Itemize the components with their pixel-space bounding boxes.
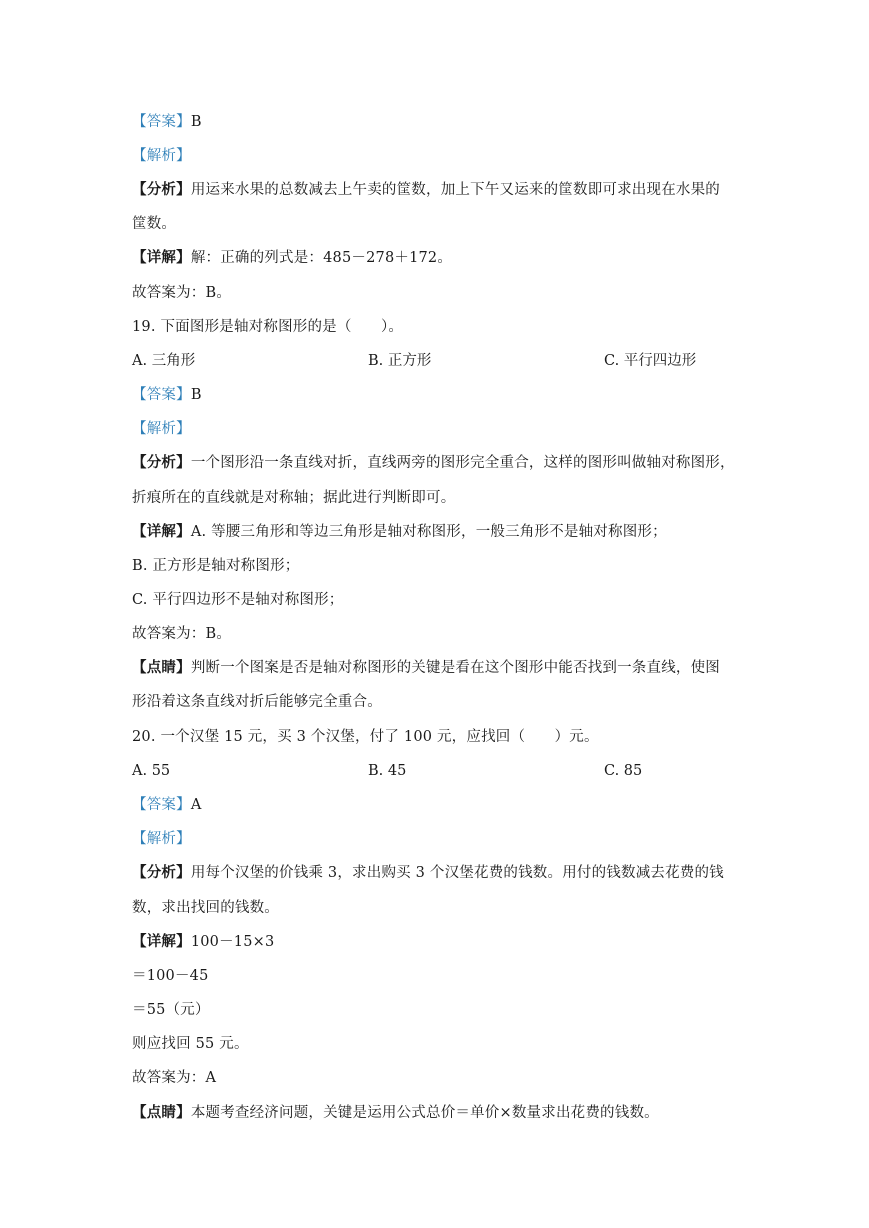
q19-fenxi-line-1	[132, 453, 735, 473]
dianjing-text: 判断一个图案是否是轴对称图形的关键是看在这个图形中能否找到一条直线，使图	[190, 660, 721, 676]
dianjing-tag: 【点睛】	[132, 1104, 191, 1121]
answer-value: A	[190, 797, 202, 813]
q19-option-a: A. 三角形	[132, 353, 196, 369]
xiangjie-tag: 【详解】	[132, 933, 191, 950]
q19-option-b: B. 正方形	[368, 353, 432, 369]
q20-xiangjie-line-2: ＝100－45	[132, 968, 209, 984]
q18-analysis-heading: 【解析】	[132, 148, 191, 164]
fenxi-tag: 【分析】	[132, 181, 191, 198]
q19-xiangjie-line-2: B. 正方形是轴对称图形；	[132, 558, 300, 574]
q18-xiangjie	[132, 248, 452, 268]
q19-question: 19. 下面图形是轴对称图形的是（ ）。	[132, 319, 404, 335]
answer-tag: 【答案】	[132, 114, 191, 130]
q20-xiangjie-line-1	[132, 932, 274, 952]
q18-answer	[132, 112, 202, 132]
fenxi-text: 用运来水果的总数减去上午卖的筐数，加上下午又运来的筐数即可求出现在水果的	[190, 182, 721, 198]
q19-analysis-heading: 【解析】	[132, 421, 191, 437]
fenxi-text: 用每个汉堡的价钱乘 3，求出购买 3 个汉堡花费的钱数。用付的钱数减去花费的钱	[190, 865, 724, 881]
q20-answer	[132, 795, 201, 815]
xiangjie-tag: 【详解】	[132, 249, 191, 266]
q20-question: 20. 一个汉堡 15 元，买 3 个汉堡，付了 100 元，应找回（ ）元。	[132, 729, 599, 745]
q19-xiangjie-line-3: C. 平行四边形不是轴对称图形；	[132, 592, 344, 608]
answer-tag: 【答案】	[132, 797, 191, 813]
q20-xiangjie-line-3: ＝55（元）	[132, 1002, 210, 1018]
answer-tag: 【答案】	[132, 387, 191, 403]
xiangjie-tag: 【详解】	[132, 523, 191, 540]
q18-conclusion: 故答案为：B。	[132, 285, 232, 301]
answer-value: B	[190, 114, 202, 130]
q19-xiangjie-line-1	[132, 522, 667, 542]
xiangjie-text: 100－15×3	[190, 934, 275, 950]
q18-fenxi-line-2: 筐数。	[132, 216, 177, 232]
q18-fenxi-line-1	[132, 180, 720, 200]
q20-option-a: A. 55	[132, 763, 171, 779]
q19-dianjing-line-1	[132, 658, 720, 678]
q20-option-c: C. 85	[604, 763, 643, 779]
fenxi-tag: 【分析】	[132, 454, 191, 471]
q20-option-b: B. 45	[368, 763, 407, 779]
q20-conclusion: 故答案为：A	[132, 1070, 217, 1086]
dianjing-text: 本题考查经济问题，关键是运用公式总价＝单价×数量求出花费的钱数。	[190, 1105, 659, 1121]
q19-conclusion: 故答案为：B。	[132, 626, 232, 642]
q19-answer	[132, 385, 202, 405]
q19-fenxi-line-2: 折痕所在的直线就是对称轴；据此进行判断即可。	[132, 490, 456, 506]
q20-dianjing	[132, 1103, 659, 1123]
xiangjie-text: 解：正确的列式是：485－278＋172。	[190, 250, 453, 266]
answer-value: B	[190, 387, 202, 403]
q20-analysis-heading: 【解析】	[132, 831, 191, 847]
dianjing-tag: 【点睛】	[132, 659, 191, 676]
q19-option-c: C. 平行四边形	[604, 353, 697, 369]
fenxi-tag: 【分析】	[132, 864, 191, 881]
q20-xiangjie-line-4: 则应找回 55 元。	[132, 1036, 249, 1052]
q20-fenxi-line-1	[132, 863, 724, 883]
q20-fenxi-line-2: 数，求出找回的钱数。	[132, 900, 279, 916]
q19-dianjing-line-2: 形沿着这条直线对折后能够完全重合。	[132, 694, 382, 710]
xiangjie-text: A. 等腰三角形和等边三角形是轴对称图形，一般三角形不是轴对称图形；	[190, 524, 667, 540]
fenxi-text: 一个图形沿一条直线对折，直线两旁的图形完全重合，这样的图形叫做轴对称图形，	[190, 455, 735, 471]
